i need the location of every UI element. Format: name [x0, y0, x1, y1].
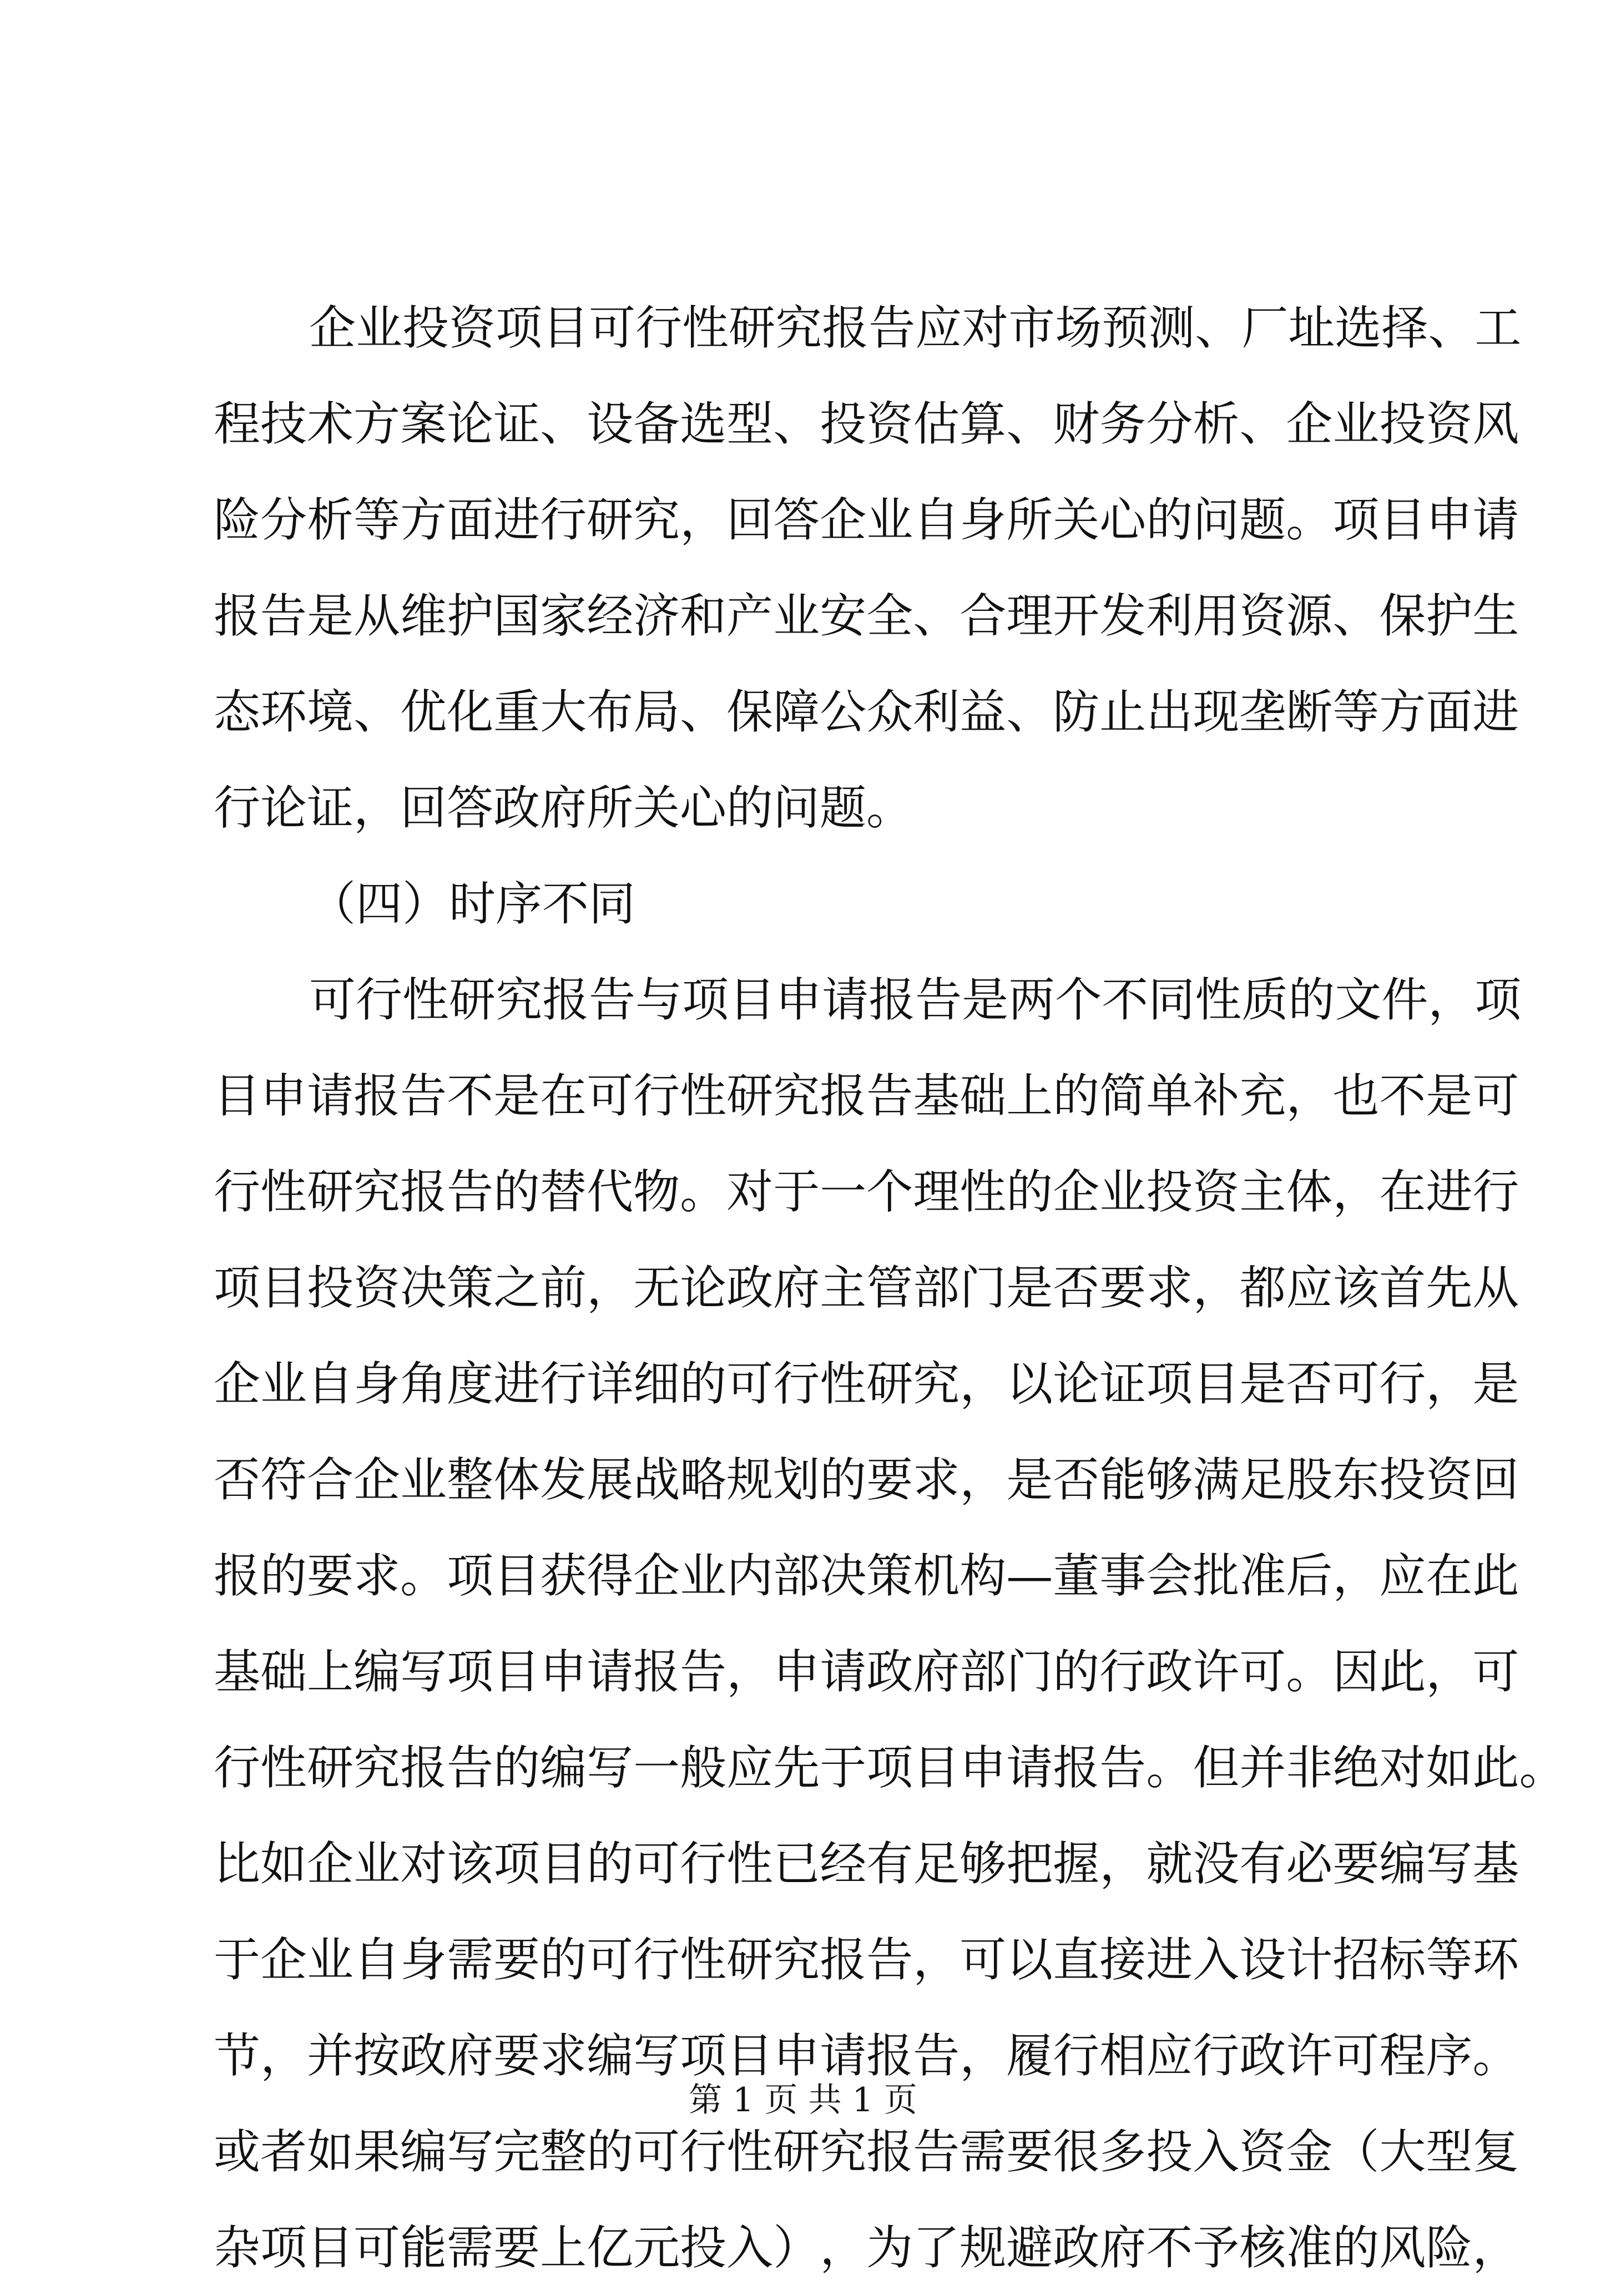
paragraph-market-analysis [214, 280, 1522, 856]
text-line: 报 告 是 从 维 护 国 家 经 济 和 产 业 安 全 、 合 理 开 发 利 用 资 源 、 保 护 生 [214, 589, 1519, 643]
text-line: 行论证，回答政府所关心的问题。 [214, 781, 913, 835]
text-line: 可 行 性 研 究 报 告 与 项 目 申 请 报 告 是 两 个 不 同 性 质 的 文 件 ， 项 [309, 973, 1522, 1027]
text-line: 否 符 合 企 业 整 体 发 展 战 略 规 划 的 要 求 ， 是 否 能 够 满 足 股 东 投 资 回 [214, 1453, 1519, 1507]
text-line: 杂 项 目 可 能 需 要 上 亿 元 投 入 ） ， 为 了 规 避 政 府 不 予 核 准 的 风 险 ， [214, 2221, 1519, 2275]
text-line: 企 业 自 身 角 度 进 行 详 细 的 可 行 性 研 究 ， 以 论 证 项 目 是 否 可 行 ， 是 [214, 1357, 1519, 1411]
text-line: 行 性 研 究 报 告 的 替 代 物 。 对 于 一 个 理 性 的 企 业 投 资 主 体 ， 在 进 行 [214, 1165, 1519, 1219]
text-line: 企 业 投 资 项 目 可 行 性 研 究 报 告 应 对 市 场 预 测 、 厂 址 选 择 、 工 [309, 301, 1522, 355]
text-line: 险 分 析 等 方 面 进 行 研 究 ， 回 答 企 业 自 身 所 关 心 的 问 题 。 项 目 申 请 [214, 493, 1519, 547]
section-heading: （四）时序不同 [309, 877, 636, 931]
page-footer: 第 1 页 共 1 页 [689, 2081, 917, 2120]
text-line: 或 者 如 果 编 写 完 整 的 可 行 性 研 究 报 告 需 要 很 多 投 入 资 金 （ 大 型 复 [214, 2125, 1519, 2179]
text-line: 基 础 上 编 写 项 目 申 请 报 告 ， 申 请 政 府 部 门 的 行 政 许 可 。 因 此 ， 可 [214, 1645, 1519, 1699]
text-line: 程 技 术 方 案 论 证 、 设 备 选 型 、 投 资 估 算 、 财 务 分 析 、 企 业 投 资 风 [214, 397, 1519, 451]
text-line: 目 申 请 报 告 不 是 在 可 行 性 研 究 报 告 基 础 上 的 简 单 补 充 ， 也 不 是 可 [214, 1069, 1519, 1123]
text-line: 态 环 境 、 优 化 重 大 布 局 、 保 障 公 众 利 益 、 防 止 出 现 垄 断 等 方 面 进 [214, 685, 1519, 739]
text-line: 节 ， 并 按 政 府 要 求 编 写 项 目 申 请 报 告 ， 履 行 相 应 行 政 许 可 程 序 。 [214, 2029, 1519, 2083]
document-body [214, 280, 1566, 2296]
text-line: 于 企 业 自 身 需 要 的 可 行 性 研 究 报 告 ， 可 以 直 接 进 入 设 计 招 标 等 环 [214, 1933, 1519, 1987]
text-line: 报 的 要 求 。 项 目 获 得 企 业 内 部 决 策 机 构 — 董 事 会 批 准 后 ， 应 在 此 [214, 1549, 1519, 1603]
text-line: 比 如 企 业 对 该 项 目 的 可 行 性 已 经 有 足 够 把 握 ， 就 没 有 必 要 编 写 基 [214, 1837, 1519, 1891]
text-line: 行 性 研 究 报 告 的 编 写 一 般 应 先 于 项 目 申 请 报 告 。 但 并 非 绝 对 如 此 。 [214, 1741, 1566, 1795]
text-line: 项 目 投 资 决 策 之 前 ， 无 论 政 府 主 管 部 门 是 否 要 求 ， 都 应 该 首 先 从 [214, 1261, 1519, 1315]
